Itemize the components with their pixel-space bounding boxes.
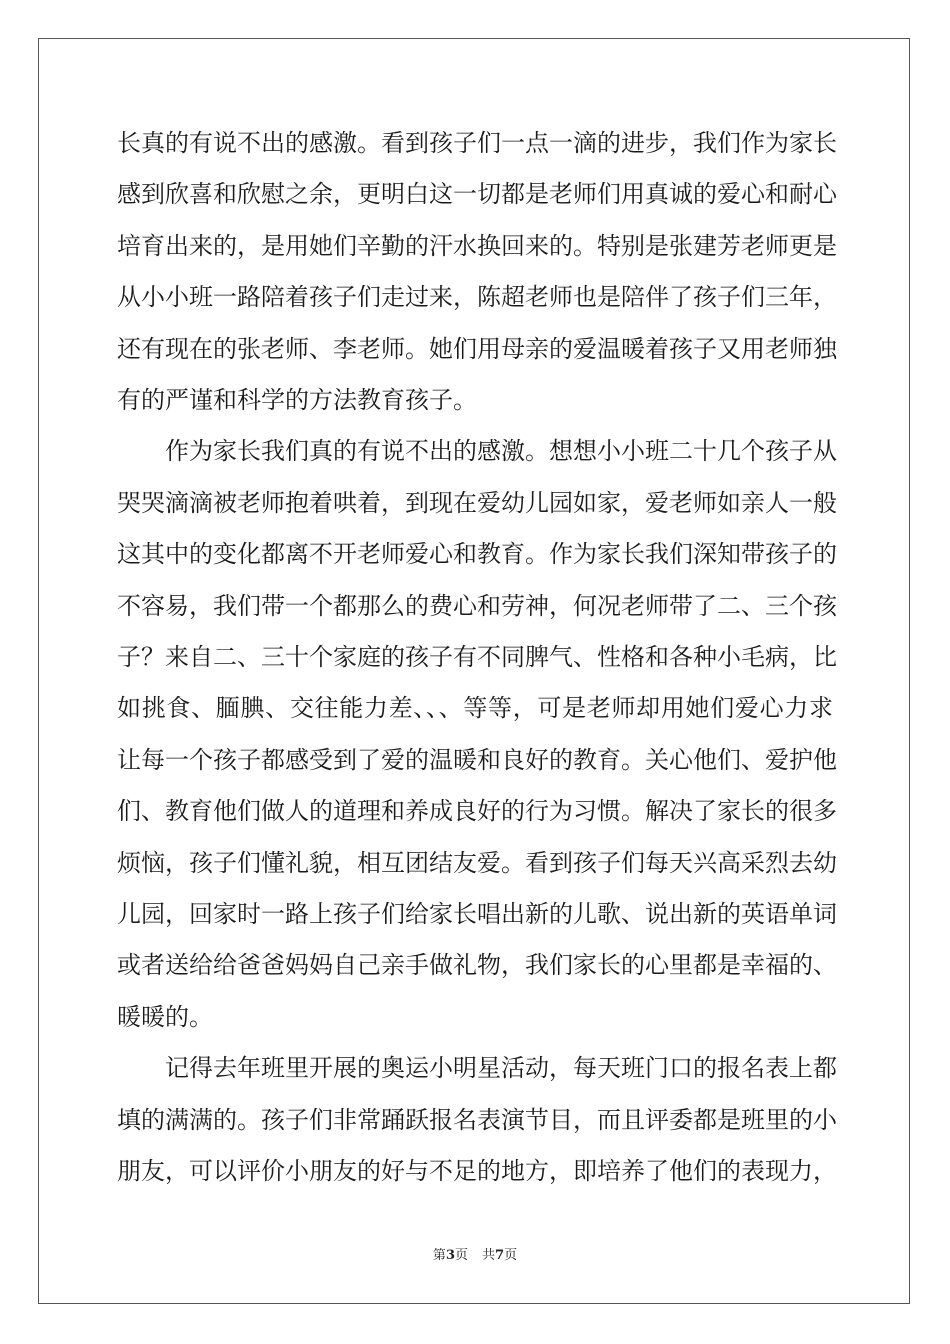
page-suffix: 页	[454, 1248, 468, 1263]
text-line: 记得去年班里开展的奥运小明星活动，每天班门口的报名表上都	[165, 1054, 837, 1083]
text-line: 儿园，回家时一路上孩子们给家长唱出新的儿歌、说出新的英语单词	[117, 900, 837, 928]
text-line: 填的满满的。孩子们非常踊跃报名表演节目，而且评委都是班里的小	[117, 1105, 837, 1134]
text-line: 哭哭滴滴被老师抱着哄着，到现在爱幼儿园如家，爱老师如亲人一般	[117, 488, 837, 517]
text-line: 培育出来的，是用她们辛勤的汗水换回来的。特别是张建芳老师更是	[117, 231, 837, 260]
text-line: 或者送给给爸爸妈妈自己亲手做礼物，我们家长的心里都是幸福的、	[117, 951, 837, 980]
total-prefix: 共	[482, 1248, 496, 1263]
text-line: 有的严谨和科学的方法教育孩子。	[117, 386, 477, 414]
text-line: 长真的有说不出的感激。看到孩子们一点一滴的进步，我们作为家长	[117, 129, 837, 157]
text-line: 不容易，我们带一个都那么的费心和劳神，何况老师带了二、三个孩	[117, 591, 837, 620]
text-line: 烦恼，孩子们懂礼貌，相互团结友爱。看到孩子们每天兴高采烈去幼	[117, 848, 837, 877]
text-line: 作为家长我们真的有说不出的感激。想想小小班二十几个孩子从	[165, 437, 837, 466]
text-line: 这其中的变化都离不开老师爱心和教育。作为家长我们深知带孩子的	[117, 540, 837, 569]
page-footer	[0, 1248, 950, 1264]
page-number: 3	[445, 1248, 455, 1263]
total-pages: 7	[495, 1248, 505, 1263]
page-prefix: 第	[432, 1248, 446, 1263]
text-line: 从小小班一路陪着孩子们走过来，陈超老师也是陪伴了孩子们三年，	[117, 283, 837, 312]
text-line: 朋友，可以评价小朋友的好与不足的地方，即培养了他们的表现力，	[117, 1157, 837, 1185]
text-line: 如挑食、腼腆、交往能力差、、、等等，可是老师却用她们爱心力求	[117, 694, 833, 723]
text-line: 们、教育他们做人的道理和养成良好的行为习惯。解决了家长的很多	[117, 797, 837, 826]
text-line: 感到欣喜和欣慰之余，更明白这一切都是老师们用真诚的爱心和耐心	[117, 180, 837, 209]
text-line: 暖暖的。	[117, 1002, 213, 1031]
total-suffix: 页	[504, 1248, 518, 1263]
text-line: 还有现在的张老师、李老师。她们用母亲的爱温暖着孩子又用老师独	[117, 334, 837, 363]
text-line: 子？来自二、三十个家庭的孩子有不同脾气、性格和各种小毛病，比	[117, 643, 837, 671]
text-line: 让每一个孩子都感受到了爱的温暖和良好的教育。关心他们、爱护他	[117, 745, 837, 774]
